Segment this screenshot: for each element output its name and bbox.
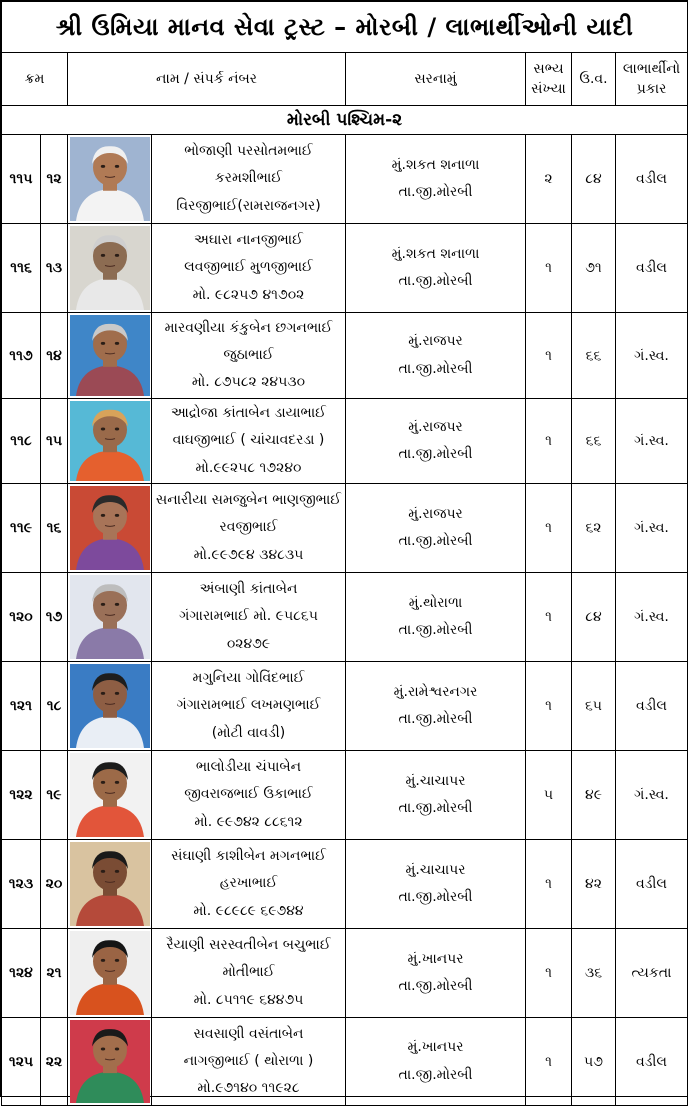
beneficiary-photo [70, 401, 150, 481]
member-count: ૧ [526, 1018, 572, 1106]
name-line-3: મો.૯૯૭૯૪ ૩૪૮૩૫ [193, 546, 304, 563]
name-contact [152, 929, 346, 1018]
photo-cell [68, 399, 152, 484]
name-contact [152, 313, 346, 399]
name-line-2: નાગજીભાઈ ( થોરાળા ) [183, 1052, 314, 1069]
address-line-2: તા.જી.મોરબી [398, 889, 473, 905]
age: ૭૧ [572, 224, 616, 313]
name-line-3: મો.૯૯૨૫૮ ૧૭૨૪૦ [195, 459, 302, 476]
address-line-1: મું.શકત શનાળા [391, 156, 480, 173]
serial-number: ૧૧૬ [2, 224, 41, 313]
name-line-1: મગુનિયા ગોવિંદભાઈ [192, 670, 305, 687]
age: ૫૭ [572, 1018, 616, 1106]
serial-number: ૧૨૨ [2, 751, 41, 840]
sub-serial-number: ૧૮ [41, 662, 68, 751]
name-line-3: વિરજીભાઈ(રામરાજનગર) [176, 197, 321, 214]
photo-cell [68, 135, 152, 224]
serial-number: ૧૨૫ [2, 1018, 41, 1106]
portrait-image [70, 753, 150, 837]
table-row [2, 484, 688, 573]
portrait-image [70, 401, 150, 481]
name-line-3: મો. ૮૭૫૮૨ ૨૪૫૩૦ [191, 374, 306, 391]
beneficiary-type: વડીલ [616, 840, 688, 929]
beneficiary-type: ત્યકતા [616, 929, 688, 1018]
name-contact [152, 1018, 346, 1106]
name-contact [152, 840, 346, 929]
address-line-2: તા.જી.મોરબી [398, 711, 473, 727]
name-line-1: ભોજાણી પરસોતમભાઈ [184, 143, 313, 160]
beneficiary-photo [70, 315, 150, 396]
photo-cell [68, 840, 152, 929]
member-count: ૫ [526, 751, 572, 840]
photo-cell [68, 751, 152, 840]
header-type [616, 53, 688, 106]
table-row [2, 135, 688, 224]
serial-number: ૧૧૯ [2, 484, 41, 573]
photo-cell [68, 484, 152, 573]
member-count: ૧ [526, 484, 572, 573]
member-count: ૧ [526, 929, 572, 1018]
name-contact [152, 662, 346, 751]
sub-serial-number: ૧૩ [41, 224, 68, 313]
serial-number: ૧૧૮ [2, 399, 41, 484]
section-heading: મોરબી પશ્ચિમ-૨ [2, 106, 688, 135]
name-line-1: અઘારા નાનજીભાઈ [194, 232, 303, 249]
name-line-3: મો.૯૭૧૪૦ ૧૧૯૨૮ [197, 1080, 300, 1097]
beneficiary-photo [70, 1020, 150, 1103]
beneficiary-photo [70, 486, 150, 570]
portrait-image [70, 842, 150, 926]
member-count: ૧ [526, 224, 572, 313]
name-contact [152, 399, 346, 484]
name-line-2: કરમશીભાઈ [214, 170, 283, 187]
name-line-1: મારવણીયા કંકુબેન છગનભાઈ [164, 319, 333, 336]
portrait-image [70, 1020, 150, 1103]
age: ૪૨ [572, 840, 616, 929]
address-line-2: તા.જી.મોરબી [398, 533, 473, 549]
name-contact [152, 484, 346, 573]
header-address: સરનામું [346, 53, 526, 106]
table-row [2, 1018, 688, 1106]
beneficiary-type: ગં.સ્વ. [616, 573, 688, 662]
beneficiary-photo [70, 575, 150, 659]
portrait-image [70, 226, 150, 310]
name-line-1: આદ્રોજા કાંતાબેન ડાયાભાઈ [171, 405, 326, 422]
name-line-3: મો. ૮૫૧૧૯ ૬૪૪૭૫ [193, 991, 304, 1008]
portrait-image [70, 664, 150, 748]
sub-serial-number: ૨૦ [41, 840, 68, 929]
beneficiary-type: વડીલ [616, 224, 688, 313]
header-age: ઉ.વ. [572, 53, 616, 106]
beneficiary-type: વડીલ [616, 135, 688, 224]
name-line-1: સનારીયા સમજુબેન ભાણજીભાઈ [155, 492, 342, 509]
address [346, 484, 526, 573]
sub-serial-number: ૧૯ [41, 751, 68, 840]
age: ૬૬ [572, 399, 616, 484]
age: ૬૬ [572, 313, 616, 399]
address [346, 929, 526, 1018]
member-count: ૧ [526, 662, 572, 751]
portrait-image [70, 575, 150, 659]
name-line-2: વાઘજીભાઈ ( ચાંચાવદરડા ) [172, 432, 325, 449]
beneficiary-type: ગં.સ્વ. [616, 484, 688, 573]
name-line-1: સવસાણી વસંતાબેન [193, 1025, 304, 1042]
member-count: ૧ [526, 313, 572, 399]
name-line-1: ભાલોડીયા ચંપાબેન [195, 759, 302, 776]
address-line-1: મું.રાજપર [408, 505, 463, 522]
name-contact [152, 224, 346, 313]
table-row [2, 929, 688, 1018]
address-line-1: મું.શકત શનાળા [391, 245, 480, 262]
address-line-1: મું.ચાચાપર [405, 861, 466, 878]
photo-cell [68, 929, 152, 1018]
portrait-image [70, 931, 150, 1015]
beneficiary-photo [70, 753, 150, 837]
table-row [2, 399, 688, 484]
beneficiary-type: ગં.સ્વ. [616, 751, 688, 840]
address [346, 573, 526, 662]
beneficiary-photo [70, 842, 150, 926]
table-row [2, 662, 688, 751]
age: ૮૪ [572, 135, 616, 224]
table-row [2, 224, 688, 313]
address [346, 399, 526, 484]
name-line-3: (મોટી વાવડી) [211, 724, 286, 741]
photo-cell [68, 1018, 152, 1106]
member-count: ૧ [526, 573, 572, 662]
name-line-2: જુઠાભાઈ [223, 346, 274, 363]
beneficiary-type: ગં.સ્વ. [616, 313, 688, 399]
photo-cell [68, 313, 152, 399]
address-line-2: તા.જી.મોરબી [398, 273, 473, 289]
address-line-1: મું.ખાનપર [407, 1039, 464, 1056]
name-line-2: જીવરાજભાઈ ઉકાભાઈ [184, 786, 313, 803]
address-line-1: મું.રાજપર [408, 333, 463, 350]
name-line-2: ગંગારામભાઈ મો. ૯૫૮૬૫ [179, 608, 318, 625]
document-title: શ્રી ઉમિયા માનવ સેવા ટ્રસ્ટ – મોરબી / લાભાર્થીઓની યાદી [2, 2, 688, 53]
age: ૪૯ [572, 751, 616, 840]
address [346, 313, 526, 399]
sub-serial-number: ૨૧ [41, 929, 68, 1018]
header-type-line-2: પ્રકાર [636, 81, 667, 97]
beneficiary-photo [70, 931, 150, 1015]
sub-serial-number: ૧૭ [41, 573, 68, 662]
portrait-image [70, 315, 150, 396]
address [346, 751, 526, 840]
table-row [2, 573, 688, 662]
header-members-line-2: સંખ્યા [531, 81, 566, 97]
name-line-3: ૦૨૪૭૯ [226, 635, 271, 652]
address [346, 135, 526, 224]
beneficiary-photo [70, 226, 150, 310]
header-type-line-1: લાભાર્થીનો [622, 60, 681, 77]
name-line-1: સંઘાણી કાશીબેન મગનભાઈ [171, 848, 326, 865]
serial-number: ૧૨૩ [2, 840, 41, 929]
name-line-2: રવજીભાઈ [219, 519, 278, 536]
address-line-2: તા.જી.મોરબી [398, 360, 473, 377]
photo-cell [68, 662, 152, 751]
sub-serial-number: ૧૬ [41, 484, 68, 573]
address-line-1: મું.રાજપર [408, 418, 463, 435]
serial-number: ૧૧૭ [2, 313, 41, 399]
header-members-line-1: સભ્ય [533, 60, 564, 77]
sub-serial-number: ૨૨ [41, 1018, 68, 1106]
age: ૬૨ [572, 484, 616, 573]
name-line-1: રૈયાણી સરસ્વતીબેન બચુભાઈ [166, 937, 331, 954]
photo-cell [68, 224, 152, 313]
name-contact [152, 573, 346, 662]
address-line-2: તા.જી.મોરબી [398, 800, 473, 816]
age: ૮૪ [572, 573, 616, 662]
age: ૩૬ [572, 929, 616, 1018]
name-line-2: મોતીભાઈ [222, 964, 275, 981]
portrait-image [70, 486, 150, 570]
sub-serial-number: ૧૨ [41, 135, 68, 224]
member-count: ૨ [526, 135, 572, 224]
table-row [2, 313, 688, 399]
serial-number: ૧૧૫ [2, 135, 41, 224]
address [346, 840, 526, 929]
photo-cell [68, 573, 152, 662]
name-line-3: મો. ૯૯૭૪૨ ૮૮૬૧૨ [194, 813, 303, 830]
beneficiary-type: વડીલ [616, 1018, 688, 1106]
beneficiary-type: ગં.સ્વ. [616, 399, 688, 484]
beneficiary-photo [70, 664, 150, 748]
address-line-1: મું.રામેશ્વરનગર [393, 683, 478, 700]
sub-serial-number: ૧૫ [41, 399, 68, 484]
address-line-2: તા.જી.મોરબી [398, 978, 473, 994]
name-line-2: હરખાભાઈ [219, 875, 278, 892]
name-line-2: લવજીભાઈ મુળજીભાઈ [184, 259, 313, 276]
sub-serial-number: ૧૪ [41, 313, 68, 399]
serial-number: ૧૨૪ [2, 929, 41, 1018]
table-row [2, 751, 688, 840]
portrait-image [70, 137, 150, 221]
serial-number: ૧૨૦ [2, 573, 41, 662]
beneficiary-table [1, 1, 688, 1106]
member-count: ૧ [526, 399, 572, 484]
address-line-2: તા.જી.મોરબી [398, 622, 473, 638]
member-count: ૧ [526, 840, 572, 929]
header-members [526, 53, 572, 106]
name-line-2: ગંગારામભાઈ લખમણભાઈ [176, 697, 321, 714]
beneficiary-type: વડીલ [616, 662, 688, 751]
address [346, 662, 526, 751]
address-line-2: તા.જી.મોરબી [398, 1066, 473, 1083]
age: ૬૫ [572, 662, 616, 751]
name-contact [152, 135, 346, 224]
table-row [2, 840, 688, 929]
beneficiary-photo [70, 137, 150, 221]
address-line-1: મું.થોરાળા [408, 594, 463, 611]
name-line-3: મો. ૯૮૯૮૯ ૬૯૭૪૪ [193, 902, 304, 919]
name-line-3: મો. ૯૮૨૫૭ ૪૧૭૦૨ [192, 286, 305, 303]
header-kram: ક્રમ [2, 53, 68, 106]
name-contact [152, 751, 346, 840]
name-line-1: અંબાણી કાંતાબેન [199, 581, 298, 598]
address [346, 1018, 526, 1106]
address [346, 224, 526, 313]
address-line-1: મું.ચાચાપર [405, 772, 466, 789]
header-name: નામ / સંપર્ક નંબર [68, 53, 346, 106]
address-line-1: મું.ખાનપર [407, 950, 464, 967]
address-line-2: તા.જી.મોરબી [398, 184, 473, 200]
address-line-2: તા.જી.મોરબી [398, 446, 473, 462]
serial-number: ૧૨૧ [2, 662, 41, 751]
